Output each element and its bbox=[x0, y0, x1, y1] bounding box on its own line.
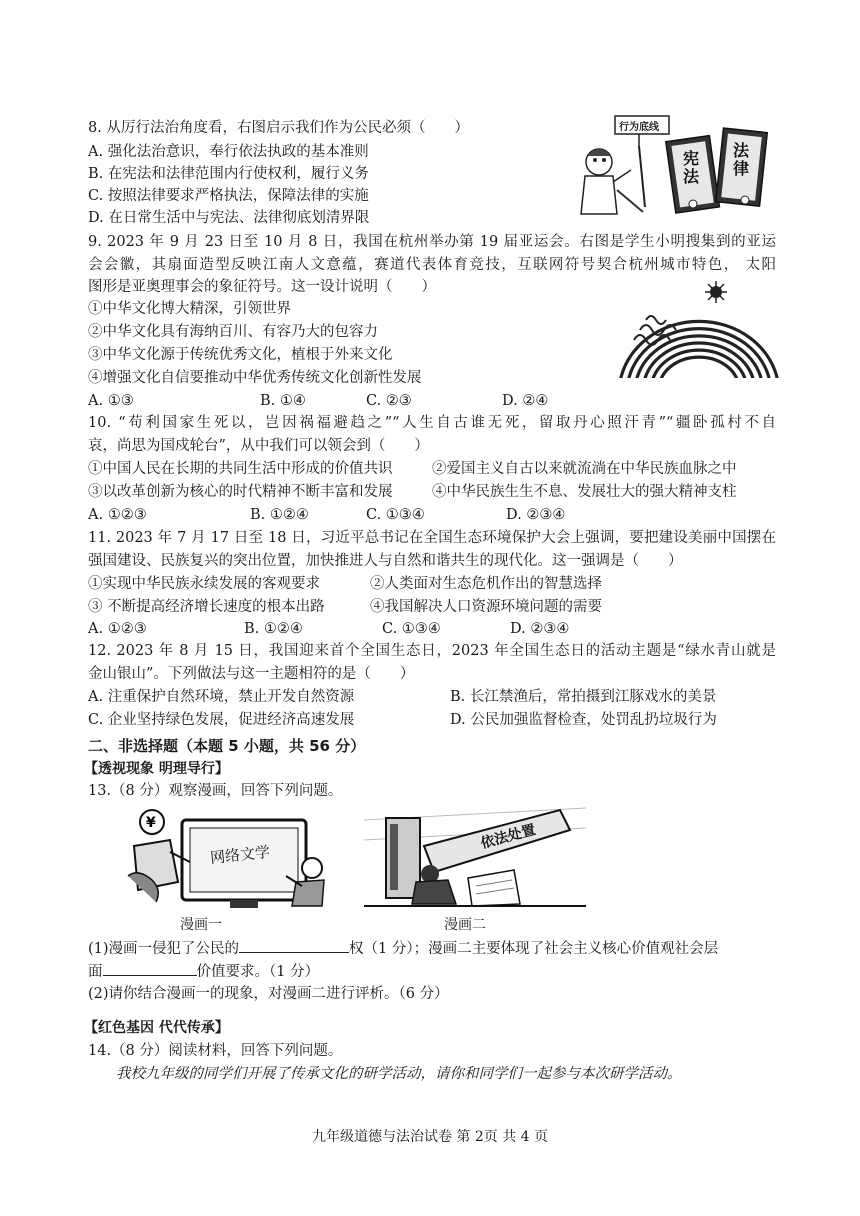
section2-subheading-2: 【红色基因 代代传承】 bbox=[84, 1020, 229, 1036]
q10-stem-line1: 10. “苟利国家生死以，岂因祸福避趋之”“人生自古谁无死，留取丹心照汗青”“疆卧孤村不自 bbox=[88, 415, 776, 431]
q9-item-4: ④增强文化自信要推动中华优秀传统文化创新性发展 bbox=[88, 370, 422, 386]
q12-stem-line2: 金山银山”。下列做法与这一主题相符的是（ ） bbox=[88, 666, 415, 682]
q8-option-b: B. 在宪法和法律范围内行使权利，履行义务 bbox=[88, 166, 369, 182]
q12-option-c: C. 企业坚持绿色发展，促进经济高速发展 bbox=[88, 712, 355, 728]
q8-sign-label: 行为底线 bbox=[619, 122, 659, 133]
q12-option-d: D. 公民加强监督检查，处罚乱扔垃圾行为 bbox=[450, 712, 717, 728]
q11-choice-c: C. ①③④ bbox=[382, 621, 441, 637]
q9-choice-c: C. ②③ bbox=[366, 393, 412, 409]
q11-choice-a: A. ①②③ bbox=[88, 621, 147, 637]
q8-option-c: C. 按照法律要求严格执法，保障法律的实施 bbox=[88, 188, 369, 204]
q10-choice-b: B. ①②④ bbox=[250, 507, 309, 523]
q8-stem: 8. 从厉行法治角度看，右图启示我们作为公民必须（ ） bbox=[88, 120, 469, 136]
q8-option-d: D. 在日常生活中与宪法、法律彻底划清界限 bbox=[88, 210, 370, 226]
cartoon-two bbox=[364, 800, 586, 912]
section2-subheading-1: 【透视现象 明理导行】 bbox=[84, 761, 229, 777]
q14-stem: 14.（8 分）阅读材料，回答下列问题。 bbox=[88, 1043, 343, 1059]
cartoon-two-caption: 漫画二 bbox=[444, 917, 486, 933]
q9-stem-line3: 图形是亚奥理事会的象征符号。这一设计说明（ ） bbox=[88, 279, 436, 295]
q8-law-cartoon bbox=[575, 112, 775, 222]
q12-option-a: A. 注重保护自然环境，禁止开发自然资源 bbox=[88, 689, 355, 705]
q10-choice-a: A. ①②③ bbox=[88, 507, 147, 523]
asian-games-emblem bbox=[610, 278, 780, 386]
q12-option-b: B. 长江禁渔后，常拍摄到江豚戏水的美景 bbox=[450, 689, 717, 705]
section2-title: 二、非选择题（本题 5 小题，共 56 分） bbox=[88, 737, 366, 755]
q13-stem: 13.（8 分）观察漫画，回答下列问题。 bbox=[88, 783, 343, 799]
q13-part1-line1 bbox=[88, 938, 718, 959]
q9-stem-line2: 会会徽，其扇面造型反映江南人文意蕴，赛道代表体育竞技，互联网符号契合杭州城市特色， 太阳 bbox=[88, 257, 776, 273]
q9-stem-line1: 9. 2023 年 9 月 23 日至 10 月 8 日，我国在杭州举办第 19 届亚运会。右图是学生小明搜集到的亚运 bbox=[88, 234, 776, 250]
cartoon-one-caption: 漫画一 bbox=[180, 917, 222, 933]
emblem-svg bbox=[610, 278, 780, 386]
q11-item-3: ③ 不断提高经济增长速度的根本出路 bbox=[88, 599, 325, 615]
q12-stem-line1: 12. 2023 年 8 月 15 日，我国迎来首个全国生态日，2023 年全国生态日的活动主题是“绿水青山就是 bbox=[88, 643, 776, 659]
cartoon-two-svg bbox=[364, 800, 586, 912]
q10-choice-d: D. ②③④ bbox=[506, 507, 566, 523]
q13-part1-text-a: (1)漫画一侵犯了公民的 bbox=[88, 941, 240, 957]
q11-item-4: ④我国解决人口资源环境问题的需要 bbox=[370, 599, 602, 615]
q10-item-1: ①中国人民在长期的共同生活中形成的价值共识 bbox=[88, 461, 393, 477]
page-footer: 九年级道德与法治试卷 第 2页 共 4 页 bbox=[311, 1129, 549, 1145]
q14-material: 我校九年级的同学们开展了传承文化的研学活动，请你和同学们一起参与本次研学活动。 bbox=[116, 1066, 682, 1082]
q10-item-2: ②爱国主义自古以来就流淌在中华民族血脉之中 bbox=[432, 461, 737, 477]
cartoon-one-screen-text: 网络文学 bbox=[209, 842, 271, 868]
q8-book-right-label: 法律 bbox=[733, 141, 750, 178]
q11-item-1: ①实现中华民族永续发展的客观要求 bbox=[88, 576, 320, 592]
q11-item-2: ②人类面对生态危机作出的智慧选择 bbox=[370, 576, 602, 592]
q8-option-a: A. 强化法治意识，奉行依法执政的基本准则 bbox=[88, 144, 369, 160]
q13-answer-blank-1[interactable] bbox=[239, 938, 349, 953]
q11-choice-d: D. ②③④ bbox=[510, 621, 570, 637]
q11-stem-line2: 强国建设、民族复兴的突出位置，加快推进人与自然和谐共生的现代化。这一强调是（ ） bbox=[88, 553, 683, 569]
q13-part2: (2)请你结合漫画一的现象，对漫画二进行评析。（6 分） bbox=[88, 986, 449, 1002]
q11-stem-line1: 11. 2023 年 7 月 17 日至 18 日，习近平总书记在全国生态环境保护大会上强调，要把建设美丽中国摆在 bbox=[88, 530, 776, 546]
q13-answer-blank-2[interactable] bbox=[103, 961, 197, 976]
q11-choice-b: B. ①②④ bbox=[244, 621, 303, 637]
q9-item-1: ①中华文化博大精深，引领世界 bbox=[88, 301, 291, 317]
q10-item-3: ③以改革创新为核心的时代精神不断丰富和发展 bbox=[88, 484, 393, 500]
q9-choice-b: B. ①④ bbox=[260, 393, 306, 409]
q13-part1-text-d: 价值要求。（1 分） bbox=[196, 964, 320, 980]
cartoon-one bbox=[120, 806, 326, 910]
q10-choice-c: C. ①③④ bbox=[366, 507, 425, 523]
q9-choice-d: D. ②④ bbox=[502, 393, 549, 409]
q9-item-3: ③中华文化源于传统优秀文化，植根于外来文化 bbox=[88, 347, 393, 363]
q9-item-2: ②中华文化具有海纳百川、有容乃大的包容力 bbox=[88, 324, 378, 340]
sun-icon bbox=[705, 281, 727, 303]
q10-stem-line2: 哀，尚思为国戍轮台”，从中我们可以领会到（ ） bbox=[88, 438, 429, 454]
q13-part1-text-b: 权（1 分）；漫画二主要体现了社会主义核心价值观社会层 bbox=[349, 941, 719, 957]
yen-icon: ¥ bbox=[146, 815, 156, 831]
cartoon-two-banner-text: 依法处置 bbox=[479, 821, 538, 852]
q13-part1-line2 bbox=[88, 961, 319, 982]
q13-part1-text-c: 面 bbox=[88, 964, 103, 980]
q10-item-4: ④中华民族生生不息、发展壮大的强大精神支柱 bbox=[432, 484, 737, 500]
q9-choice-a: A. ①③ bbox=[88, 393, 134, 409]
q8-book-left-label: 宪法 bbox=[683, 149, 700, 186]
